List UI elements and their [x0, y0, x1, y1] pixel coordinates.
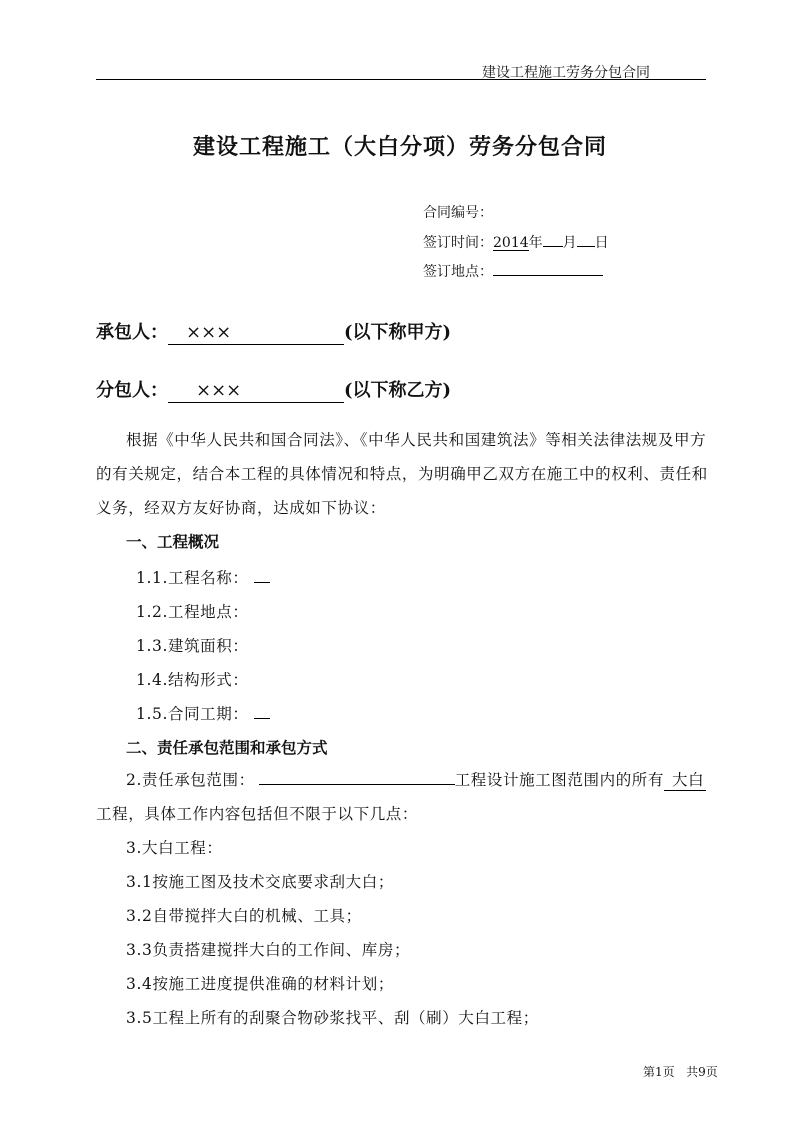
intro-line-3: 义务，经双方友好协商，达成如下协议：	[96, 499, 386, 517]
sign-place-line	[423, 260, 603, 281]
subcontractor-name: ×××	[196, 380, 242, 401]
contractor-suffix: (以下称甲方)	[344, 322, 452, 343]
sign-time-label: 签订时间：	[423, 235, 493, 251]
contractor-label: 承包人：	[96, 322, 168, 343]
item-1-5-blank	[254, 703, 270, 719]
scope-line-1	[126, 768, 706, 791]
contractor-line	[96, 318, 451, 345]
day-blank	[577, 231, 595, 247]
year-suffix: 年	[528, 235, 543, 251]
contract-number-line	[423, 202, 493, 222]
sign-place-blank	[493, 260, 603, 276]
contractor-name: ×××	[186, 322, 232, 343]
intro-line-1: 根据《中华人民共和国合同法》、《中华人民共和国建筑法》等相关法律法规及甲方	[126, 431, 707, 449]
section-3-heading: 3.大白工程：	[126, 839, 223, 857]
scope-line-2: 工程，具体工作内容包括但不限于以下几点：	[96, 805, 419, 823]
page-number: 第1页	[643, 1065, 675, 1079]
page-footer	[643, 1063, 718, 1080]
item-1-2: 1.2.工程地点：	[136, 603, 249, 621]
running-header-title: 建设工程施工劳务分包合同	[482, 65, 650, 81]
section-1-heading: 一、工程概况	[126, 532, 220, 551]
scope-label: 2.责任承包范围：	[126, 771, 255, 789]
item-1-3: 1.3.建筑面积：	[136, 637, 249, 655]
sign-time-line	[423, 231, 609, 252]
intro-line-2: 的有关规定，结合本工程的具体情况和特点，为明确甲乙双方在施工中的权利、责任和	[96, 465, 708, 483]
subcontractor-suffix: (以下称乙方)	[344, 380, 452, 401]
header-rule	[96, 79, 706, 80]
item-3-3: 3.3负责搭建搅拌大白的工作间、库房；	[126, 941, 411, 959]
item-1-5	[136, 702, 270, 724]
item-1-1-blank	[254, 567, 270, 583]
scope-mid: 工程设计施工图范围内的所有	[454, 771, 665, 789]
page-total: 共9页	[686, 1065, 718, 1079]
item-1-1	[136, 566, 270, 588]
item-3-5: 3.5工程上所有的刮聚合物砂浆找平、刮（刷）大白工程；	[126, 1009, 539, 1027]
month-suffix: 月	[562, 235, 577, 251]
contractor-name-field	[168, 322, 344, 345]
month-blank	[543, 231, 563, 247]
item-3-4: 3.4按施工进度提供准确的材料计划；	[126, 975, 394, 993]
scope-underlined: 大白	[664, 768, 706, 791]
scope-blank	[259, 769, 455, 785]
subcontractor-label: 分包人：	[96, 380, 168, 401]
item-1-4: 1.4.结构形式：	[136, 671, 249, 689]
sign-time-year: 2014	[493, 235, 529, 251]
item-1-1-label: 1.1.工程名称：	[136, 569, 249, 587]
subcontractor-line	[96, 376, 451, 403]
item-3-2: 3.2自带搅拌大白的机械、工具；	[126, 907, 362, 925]
day-suffix: 日	[594, 235, 609, 251]
contract-number-label: 合同编号：	[423, 205, 493, 221]
section-2-heading: 二、责任承包范围和承包方式	[126, 738, 328, 757]
item-1-5-label: 1.5.合同工期：	[136, 705, 249, 723]
subcontractor-name-field	[168, 380, 344, 403]
sign-place-label: 签订地点：	[423, 264, 493, 280]
item-3-1: 3.1按施工图及技术交底要求刮大白；	[126, 873, 394, 891]
document-title: 建设工程施工（大白分项）劳务分包合同	[192, 134, 607, 160]
